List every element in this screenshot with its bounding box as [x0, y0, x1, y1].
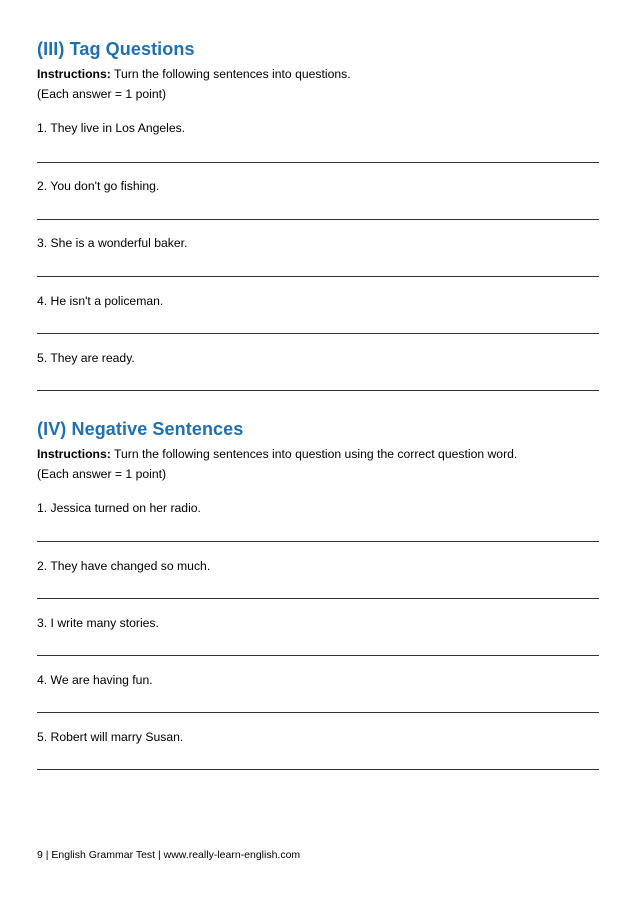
points-note: (Each answer = 1 point) [37, 467, 167, 481]
question-item: 4. We are having fun. [37, 673, 153, 687]
question-item: 5. They are ready. [37, 351, 135, 365]
question-item: 1. Jessica turned on her radio. [37, 501, 201, 515]
section-title: (III) Tag Questions [37, 39, 195, 59]
instructions-text: Turn the following sentences into questions. [113, 67, 351, 81]
instructions-label: Instructions: [37, 67, 111, 81]
question-item: 1. They live in Los Angeles. [37, 121, 186, 135]
points-note: (Each answer = 1 point) [37, 87, 167, 101]
instructions [37, 64, 351, 104]
answer-line[interactable] [37, 655, 599, 656]
answer-line[interactable] [37, 712, 599, 713]
instructions-label: Instructions: [37, 447, 111, 461]
answer-line[interactable] [37, 162, 599, 163]
answer-line[interactable] [37, 276, 599, 277]
answer-line[interactable] [37, 333, 599, 334]
section-title: (IV) Negative Sentences [37, 419, 244, 439]
answer-line[interactable] [37, 390, 599, 391]
section-tag-questions [37, 38, 195, 60]
question-item: 4. He isn't a policeman. [37, 294, 164, 308]
question-item: 2. You don't go fishing. [37, 179, 160, 193]
answer-line[interactable] [37, 219, 599, 220]
question-item: 3. She is a wonderful baker. [37, 236, 188, 250]
question-item: 5. Robert will marry Susan. [37, 730, 184, 744]
answer-line[interactable] [37, 769, 599, 770]
instructions [37, 444, 517, 484]
question-item: 3. I write many stories. [37, 616, 159, 630]
answer-line[interactable] [37, 541, 599, 542]
instructions-text: Turn the following sentences into question using the correct question word. [113, 447, 518, 461]
question-item: 2. They have changed so much. [37, 559, 211, 573]
page-footer: 9 | English Grammar Test | www.really-learn-english.com [37, 849, 301, 861]
section-negative-sentences [37, 418, 243, 440]
answer-line[interactable] [37, 598, 599, 599]
